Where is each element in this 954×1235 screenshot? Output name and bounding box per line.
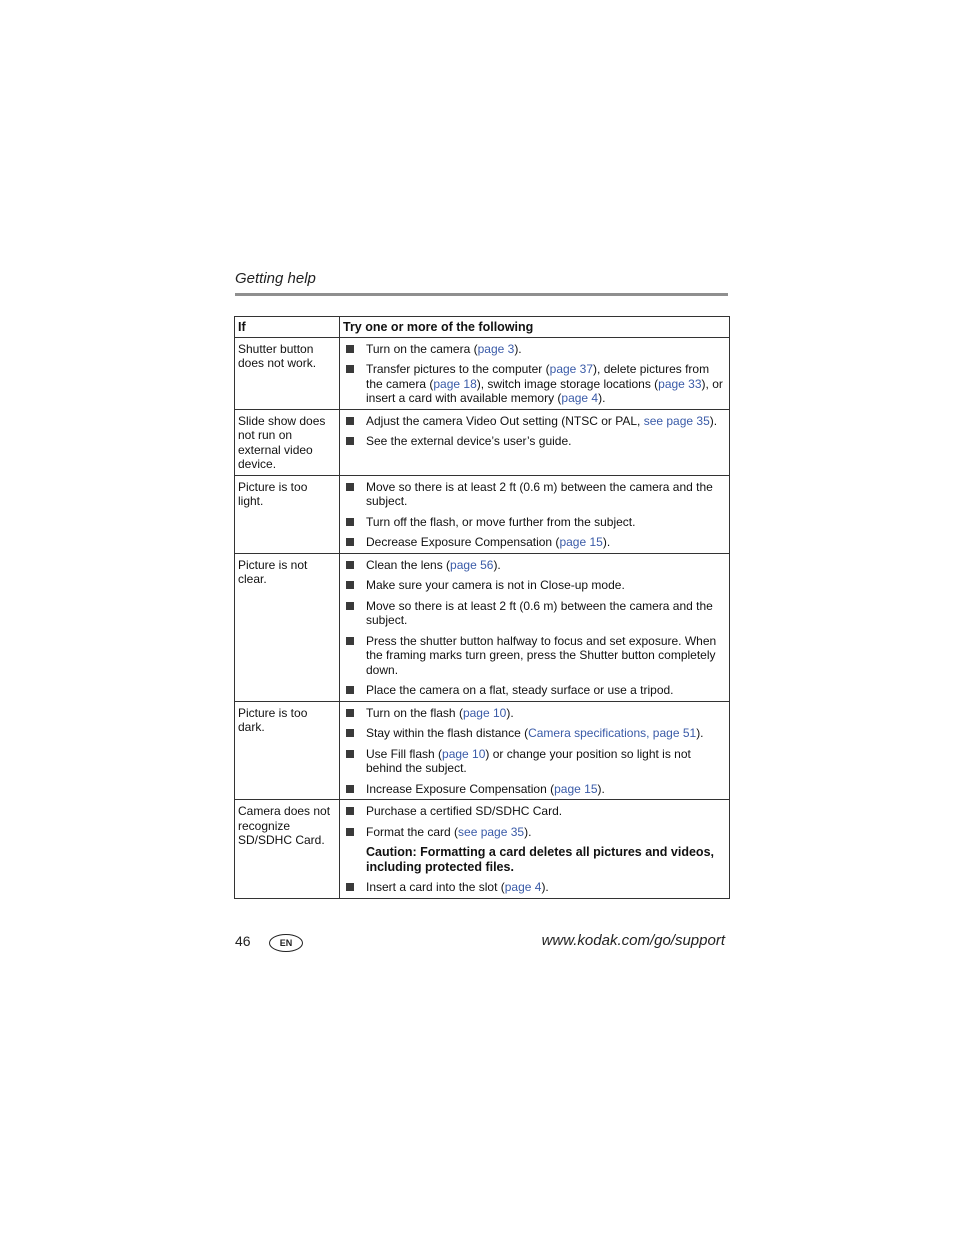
support-url[interactable]: www.kodak.com/go/support [541,932,725,949]
column-header-try: Try one or more of the following [340,317,730,338]
list-item: Turn off the flash, or move further from the subject. [343,515,726,530]
list-item: Move so there is at least 2 ft (0.6 m) between the camera and the subject. [343,480,726,509]
table-row [235,553,730,701]
list-item: Stay within the flash distance (Camera specifications, page 51). [343,726,726,741]
problem-cell: Camera does not recognize SD/SDHC Card. [235,800,340,899]
section-title: Getting help [235,270,316,287]
solutions-cell [340,475,730,553]
page-link[interactable]: Camera specifications, page 51 [528,726,697,740]
list-item: Move so there is at least 2 ft (0.6 m) between the camera and the subject. [343,599,726,628]
page-link[interactable]: page 33 [658,376,702,391]
problem-cell: Picture is too light. [235,475,340,553]
list-item: Turn on the camera (page 3). [343,342,726,357]
page-link[interactable]: page 56 [450,557,494,572]
list-item: See the external device’s user’s guide. [343,434,726,449]
caution-note: Caution: Formatting a card deletes all pictures and videos, including protected files. [366,845,714,874]
page-link[interactable]: page 37 [549,362,594,376]
solutions-cell [340,553,730,701]
table-row [235,409,730,475]
page-link[interactable]: page 18 [433,376,477,391]
table-row [235,337,730,409]
list-item: Transfer pictures to the computer (page 37), delete pictures from the camera (page 18), switch image storage locations (page 33), or insert a card with available memory (page 4). [343,362,726,406]
solutions-cell [340,800,730,899]
problem-cell: Picture is too dark. [235,701,340,800]
table-header-row [235,317,730,338]
page-link[interactable]: page 4 [561,391,599,405]
list-item: Place the camera on a flat, steady surface or use a tripod. [343,683,726,698]
page-link[interactable]: see page 35 [458,824,525,839]
problem-cell: Slide show does not run on external video device. [235,409,340,475]
solutions-cell [340,337,730,409]
list-item: Make sure your camera is not in Close-up mode. [343,578,726,593]
column-header-if: If [235,317,340,338]
table-row [235,800,730,899]
list-item: Use Fill flash (page 10) or change your position so light is not behind the subject. [343,747,726,776]
page-link[interactable]: page 10 [442,746,486,761]
page-link[interactable]: page 3 [477,341,515,356]
table-row [235,701,730,800]
list-item: Clean the lens (page 56). [343,558,726,573]
problem-cell: Picture is not clear. [235,553,340,701]
list-item: Insert a card into the slot (page 4). [343,880,726,895]
list-item: Decrease Exposure Compensation (page 15). [343,535,726,550]
page-link[interactable]: page 15 [554,781,598,796]
list-item: Adjust the camera Video Out setting (NTSC or PAL, see page 35). [343,414,726,429]
solutions-cell [340,701,730,800]
problem-cell: Shutter button does not work. [235,337,340,409]
list-item: Increase Exposure Compensation (page 15). [343,782,726,797]
page-number: 46 [235,933,251,949]
page-link[interactable]: see page 35 [643,413,710,428]
list-item: Press the shutter button halfway to focus and set exposure. When the framing marks turn green, press the Shutter button completely down. [343,634,726,678]
page-link[interactable]: page 4 [504,880,542,894]
page-link[interactable]: page 10 [462,705,507,720]
list-item: Turn on the flash (page 10). [343,706,726,721]
troubleshooting-table [234,316,730,899]
list-item: Purchase a certified SD/SDHC Card. [343,804,726,819]
table-row [235,475,730,553]
solutions-cell [340,409,730,475]
list-item: Format the card (see page 35). [343,825,726,840]
page-link[interactable]: page 15 [559,535,603,549]
header-rule [235,293,728,296]
language-badge: EN [269,934,303,952]
